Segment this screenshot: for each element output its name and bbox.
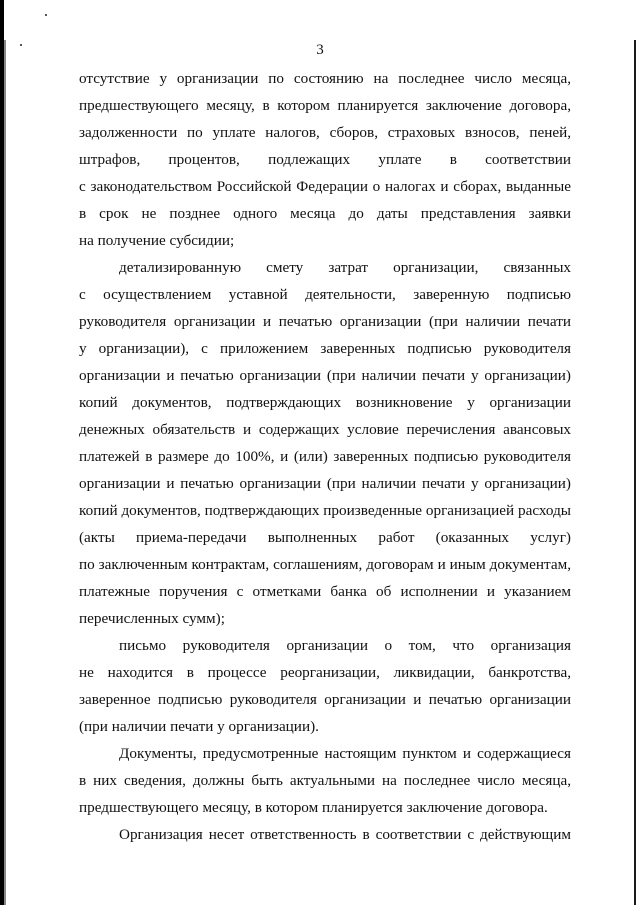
text-line: Организация несет ответственность в соответствии с действующим <box>119 826 571 843</box>
text-line: штрафов, процентов, подлежащих уплате в соответствии <box>79 151 571 168</box>
page-number: 3 <box>316 42 324 58</box>
text-line: денежных обязательств и содержащих условие перечисления авансовых <box>79 421 571 438</box>
text-line: организации и печатью организации (при наличии печати у организации) <box>79 367 571 384</box>
text-line: детализированную смету затрат организации, связанных <box>119 259 571 276</box>
text-line: не находится в процессе реорганизации, ликвидации, банкротства, <box>79 664 571 681</box>
text-line: Документы, предусмотренные настоящим пунктом и содержащиеся <box>119 745 571 762</box>
scan-edge-right <box>634 40 636 905</box>
text-line: по заключенным контрактам, соглашениям, договорам и иным документам, <box>79 556 571 573</box>
text-line: в срок не позднее одного месяца до даты представления заявки <box>79 205 571 222</box>
text-line: (при наличии печати у организации). <box>79 718 319 735</box>
text-line: руководителя организации и печатью организации (при наличии печати <box>79 313 571 330</box>
text-line: копий документов, подтверждающих возникновение у организации <box>79 394 571 411</box>
text-line: перечисленных сумм); <box>79 610 225 627</box>
text-line: с осуществлением уставной деятельности, заверенную подписью <box>79 286 571 303</box>
text-line: у организации), с приложением заверенных подписью руководителя <box>79 340 571 357</box>
document-body <box>79 65 571 848</box>
text-line: предшествующего месяцу, в котором планируется заключение договора. <box>79 799 548 816</box>
text-line: на получение субсидии; <box>79 232 235 249</box>
scan-edge-left-shadow <box>4 40 6 905</box>
text-line: предшествующего месяцу, в котором планируется заключение договора, <box>79 97 571 114</box>
text-line: организации и печатью организации (при наличии печати у организации) <box>79 475 571 492</box>
text-line: в них сведения, должны быть актуальными на последнее число месяца, <box>79 772 571 789</box>
text-line: платежей в размере до 100%, и (или) заверенных подписью руководителя <box>79 448 571 465</box>
scan-speck <box>45 14 47 16</box>
text-line: (акты приема-передачи выполненных работ (оказанных услуг) <box>79 529 571 546</box>
text-line: платежные поручения с отметками банка об исполнении и указанием <box>79 583 571 600</box>
text-line: задолженности по уплате налогов, сборов, страховых взносов, пеней, <box>79 124 571 141</box>
text-line: с законодательством Российской Федерации о налогах и сборах, выданные <box>79 178 571 195</box>
text-line: письмо руководителя организации о том, что организация <box>119 637 571 654</box>
text-line: заверенное подписью руководителя организации и печатью организации <box>79 691 571 708</box>
text-line: копий документов, подтверждающих произведенные организацией расходы <box>79 502 571 519</box>
text-line: отсутствие у организации по состоянию на последнее число месяца, <box>79 70 571 87</box>
